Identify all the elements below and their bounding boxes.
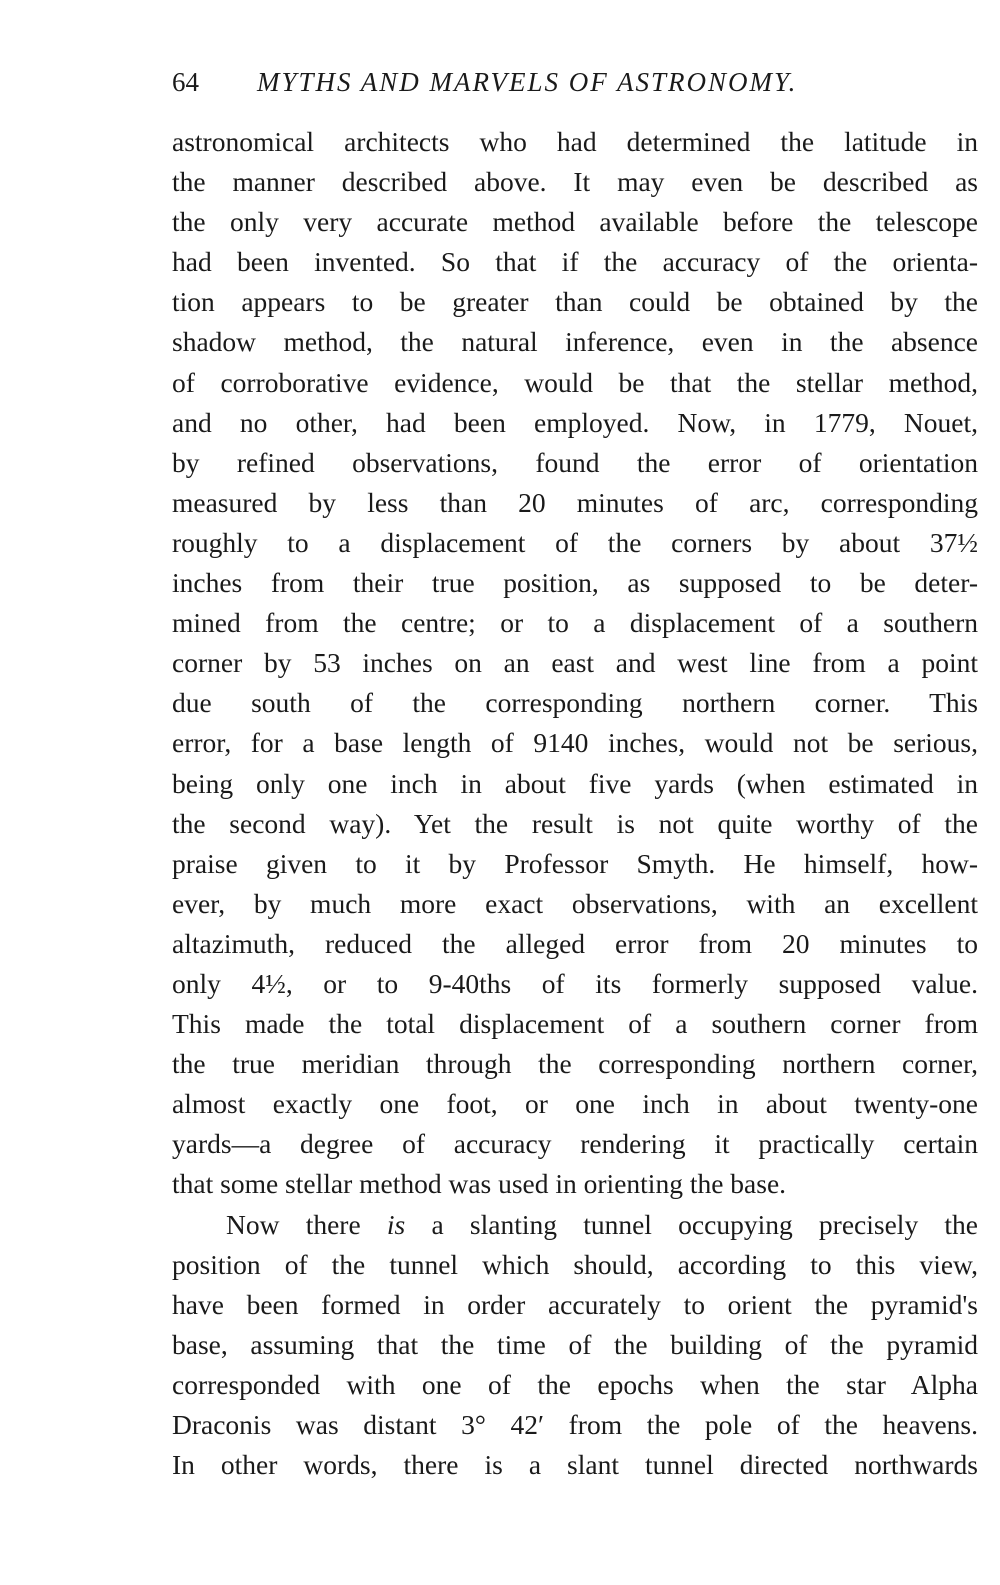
- text-line: due south of the corresponding northern corner. This: [172, 687, 978, 719]
- text-run: Now there: [226, 1208, 361, 1240]
- text-line: tion appears to be greater than could be obtained by the: [172, 286, 978, 318]
- text-line: measured by less than 20 minutes of arc, corresponding: [172, 486, 978, 518]
- text-line: Draconis was distant 3° 42′ from the pole of the heavens.: [172, 1409, 978, 1440]
- text-line: inches from their true position, as supposed to be deter-: [172, 567, 978, 599]
- text-line: have been formed in order accurately to orient the pyramid's: [172, 1288, 978, 1320]
- text-run: a slanting tunnel occupying precisely the: [431, 1208, 978, 1240]
- text-line: mined from the centre; or to a displacement of a southern: [172, 607, 978, 639]
- text-line: position of the tunnel which should, according to this view,: [172, 1248, 978, 1280]
- text-line: base, assuming that the time of the building of the pyramid: [172, 1328, 978, 1360]
- paragraph-1: [172, 122, 978, 1205]
- text-line: had been invented. So that if the accuracy of the orienta-: [172, 246, 978, 278]
- text-line: corresponded with one of the epochs when the star Alpha: [172, 1368, 978, 1400]
- text-line: This made the total displacement of a southern corner from: [172, 1008, 978, 1040]
- text-line: and no other, had been employed. Now, in 1779, Nouet,: [172, 406, 978, 438]
- text-line: the only very accurate method available before the telescope: [172, 206, 978, 238]
- text-line: astronomical architects who had determined the latitude in: [172, 126, 978, 157]
- text-line: error, for a base length of 9140 inches, would not be serious,: [172, 727, 978, 759]
- text-line: [172, 1205, 978, 1245]
- text-line: shadow method, the natural inference, even in the absence: [172, 326, 978, 358]
- text-line: that some stellar method was used in orienting the base.: [172, 1168, 787, 1200]
- text-line: praise given to it by Professor Smyth. He himself, how-: [172, 847, 978, 879]
- emphasis-text: is: [386, 1208, 406, 1240]
- text-line: yards—a degree of accuracy rendering it practically certain: [172, 1128, 978, 1160]
- running-title: MYTHS AND MARVELS OF ASTRONOMY.: [257, 67, 798, 97]
- running-header: [172, 62, 978, 102]
- text-line: the second way). Yet the result is not quite worthy of the: [172, 807, 978, 839]
- text-line: roughly to a displacement of the corners by about 37½: [172, 526, 978, 558]
- text-line: almost exactly one foot, or one inch in about twenty-one: [172, 1088, 978, 1120]
- text-line: of corroborative evidence, would be that the stellar method,: [172, 366, 978, 398]
- text-line: the true meridian through the corresponding northern corner,: [172, 1048, 978, 1080]
- body-text: [172, 122, 978, 1485]
- text-line: only 4½, or to 9-40ths of its formerly supposed value.: [172, 967, 978, 999]
- paragraph-2: [172, 1205, 978, 1486]
- text-line: by refined observations, found the error of orientation: [172, 446, 978, 478]
- text-line: corner by 53 inches on an east and west line from a point: [172, 647, 978, 679]
- text-line: being only one inch in about five yards (when estimated in: [172, 767, 978, 799]
- text-line: the manner described above. It may even be described as: [172, 166, 978, 198]
- text-line: altazimuth, reduced the alleged error from 20 minutes to: [172, 927, 978, 959]
- text-line: In other words, there is a slant tunnel directed northwards: [172, 1449, 978, 1481]
- text-line: ever, by much more exact observations, with an excellent: [172, 887, 978, 919]
- page-number: 64: [172, 67, 199, 97]
